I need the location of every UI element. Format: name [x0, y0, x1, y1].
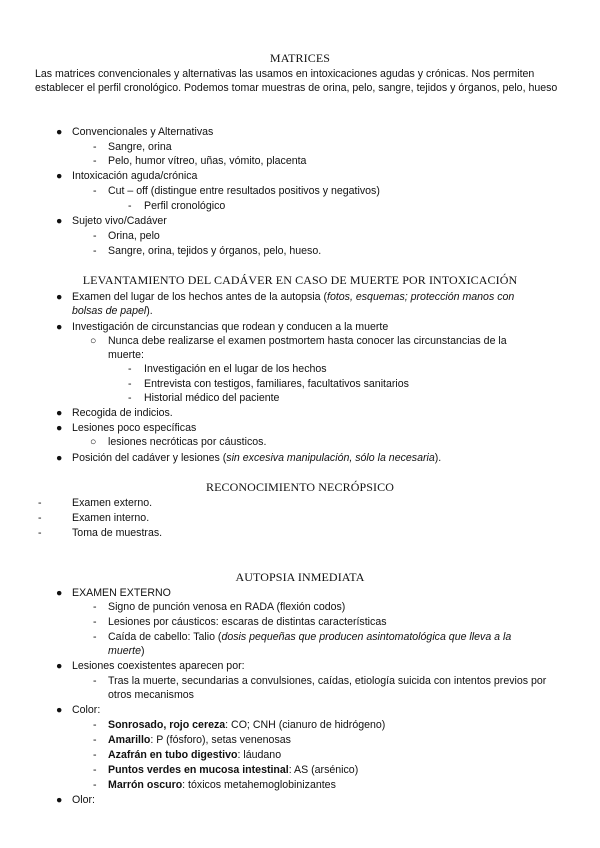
dash-marker: - [128, 392, 132, 404]
dash-marker: - [93, 779, 97, 791]
dash-marker: - [93, 601, 97, 613]
list-item: Color: [72, 704, 101, 716]
list-item: Intoxicación aguda/crónica [72, 170, 198, 182]
dash-marker: - [93, 185, 97, 197]
circle-marker: ○ [90, 436, 97, 448]
intro-paragraph: Las matrices convencionales y alternativas las usamos en intoxicaciones agudas y crónicas. Nos permiten establecer el perfil cronológico. Podemos tomar muestras de orina, pelo, sangre, tejidos y órganos, pelo, hueso [35, 68, 558, 95]
dash-marker: - [93, 155, 97, 167]
list-item: Entrevista con testigos, familiares, facultativos sanitarios [144, 378, 409, 390]
heading-reconocimiento: RECONOCIMIENTO NECRÓPSICO [206, 480, 394, 494]
list-item: Examen externo. [72, 497, 153, 509]
dash-marker: - [93, 675, 97, 687]
bullet-marker: ● [56, 587, 63, 599]
color-item: Azafrán en tubo digestivo: láudano [108, 749, 282, 761]
list-item: Signo de punción venosa en RADA (flexión codos) [108, 601, 346, 613]
list-item: Olor: [72, 794, 95, 806]
dash-marker: - [128, 378, 132, 390]
bullet-marker: ● [56, 215, 63, 227]
list-item: Recogida de indicios. [72, 407, 173, 419]
dash-marker: - [93, 719, 97, 731]
list-item: Toma de muestras. [72, 527, 163, 539]
list-item: Pelo, humor vítreo, uñas, vómito, placenta [108, 155, 307, 167]
list-item: Cut – off (distingue entre resultados positivos y negativos) [108, 185, 380, 197]
list-item: EXAMEN EXTERNO [72, 587, 171, 599]
dash-marker: - [38, 512, 42, 524]
bullet-marker: ● [56, 704, 63, 716]
dash-marker: - [93, 230, 97, 242]
bullet-marker: ● [56, 170, 63, 182]
list-item-caida: Caída de cabello: Talio (dosis pequeñas que producen asintomatológica que lleva a la muerte) [108, 631, 512, 658]
list-item: Historial médico del paciente [144, 392, 280, 404]
color-item: Sonrosado, rojo cereza: CO; CNH (cianuro de hidrógeno) [108, 719, 386, 731]
dash-marker: - [93, 616, 97, 628]
color-item: Marrón oscuro: tóxicos metahemoglobinizantes [108, 779, 336, 791]
dash-marker: - [93, 749, 97, 761]
dash-marker: - [93, 245, 97, 257]
list-item: Investigación de circunstancias que rodean y conducen a la muerte [72, 321, 389, 333]
list-item: Sangre, orina [108, 141, 172, 153]
dash-marker: - [93, 631, 97, 643]
bullet-marker: ● [56, 660, 63, 672]
bullet-marker: ● [56, 422, 63, 434]
dash-marker: - [38, 497, 42, 509]
bullet-marker: ● [56, 291, 63, 303]
bullet-marker: ● [56, 126, 63, 138]
list-item: Convencionales y Alternativas [72, 126, 214, 138]
heading-matrices: MATRICES [269, 51, 331, 65]
dash-marker: - [38, 527, 42, 539]
bullet-marker: ● [56, 321, 63, 333]
list-item: Sangre, orina, tejidos y órganos, pelo, hueso. [108, 245, 322, 257]
list-item: Examen interno. [72, 512, 150, 524]
color-item: Amarillo: P (fósforo), setas venenosas [108, 734, 291, 746]
color-item: Puntos verdes en mucosa intestinal: AS (arsénico) [108, 764, 359, 776]
list-item: Nunca debe realizarse el examen postmortem hasta conocer las circunstancias de la muerte: [108, 335, 507, 362]
bullet-marker: ● [56, 794, 63, 806]
dash-marker: - [128, 200, 132, 212]
dash-marker: - [128, 363, 132, 375]
bullet-marker: ● [56, 452, 63, 464]
list-item-posicion: Posición del cadáver y lesiones (sin excesiva manipulación, sólo la necesaria). [72, 452, 442, 464]
dash-marker: - [93, 734, 97, 746]
list-item: Orina, pelo [108, 230, 160, 242]
list-item: Lesiones poco específicas [72, 422, 197, 434]
list-item: Lesiones por cáusticos: escaras de distintas características [108, 616, 387, 628]
list-item: lesiones necróticas por cáusticos. [108, 436, 267, 448]
list-item: Investigación en el lugar de los hechos [144, 363, 327, 375]
list-item: Perfil cronológico [144, 200, 226, 212]
heading-autopsia: AUTOPSIA INMEDIATA [235, 570, 365, 584]
list-item: Tras la muerte, secundarias a convulsiones, caídas, etiología suicida con intentos previos por otros mecanismos [108, 675, 547, 702]
list-item: Lesiones coexistentes aparecen por: [72, 660, 245, 672]
list-item: Sujeto vivo/Cadáver [72, 215, 167, 227]
dash-marker: - [93, 141, 97, 153]
heading-levantamiento: LEVANTAMIENTO DEL CADÁVER EN CASO DE MUERTE POR INTOXICACIÓN [82, 273, 518, 287]
circle-marker: ○ [90, 335, 97, 347]
list-item-examen-lugar: Examen del lugar de los hechos antes de la autopsia (fotos, esquemas; protección manos con bolsas de papel). [72, 291, 515, 318]
bullet-marker: ● [56, 407, 63, 419]
dash-marker: - [93, 764, 97, 776]
